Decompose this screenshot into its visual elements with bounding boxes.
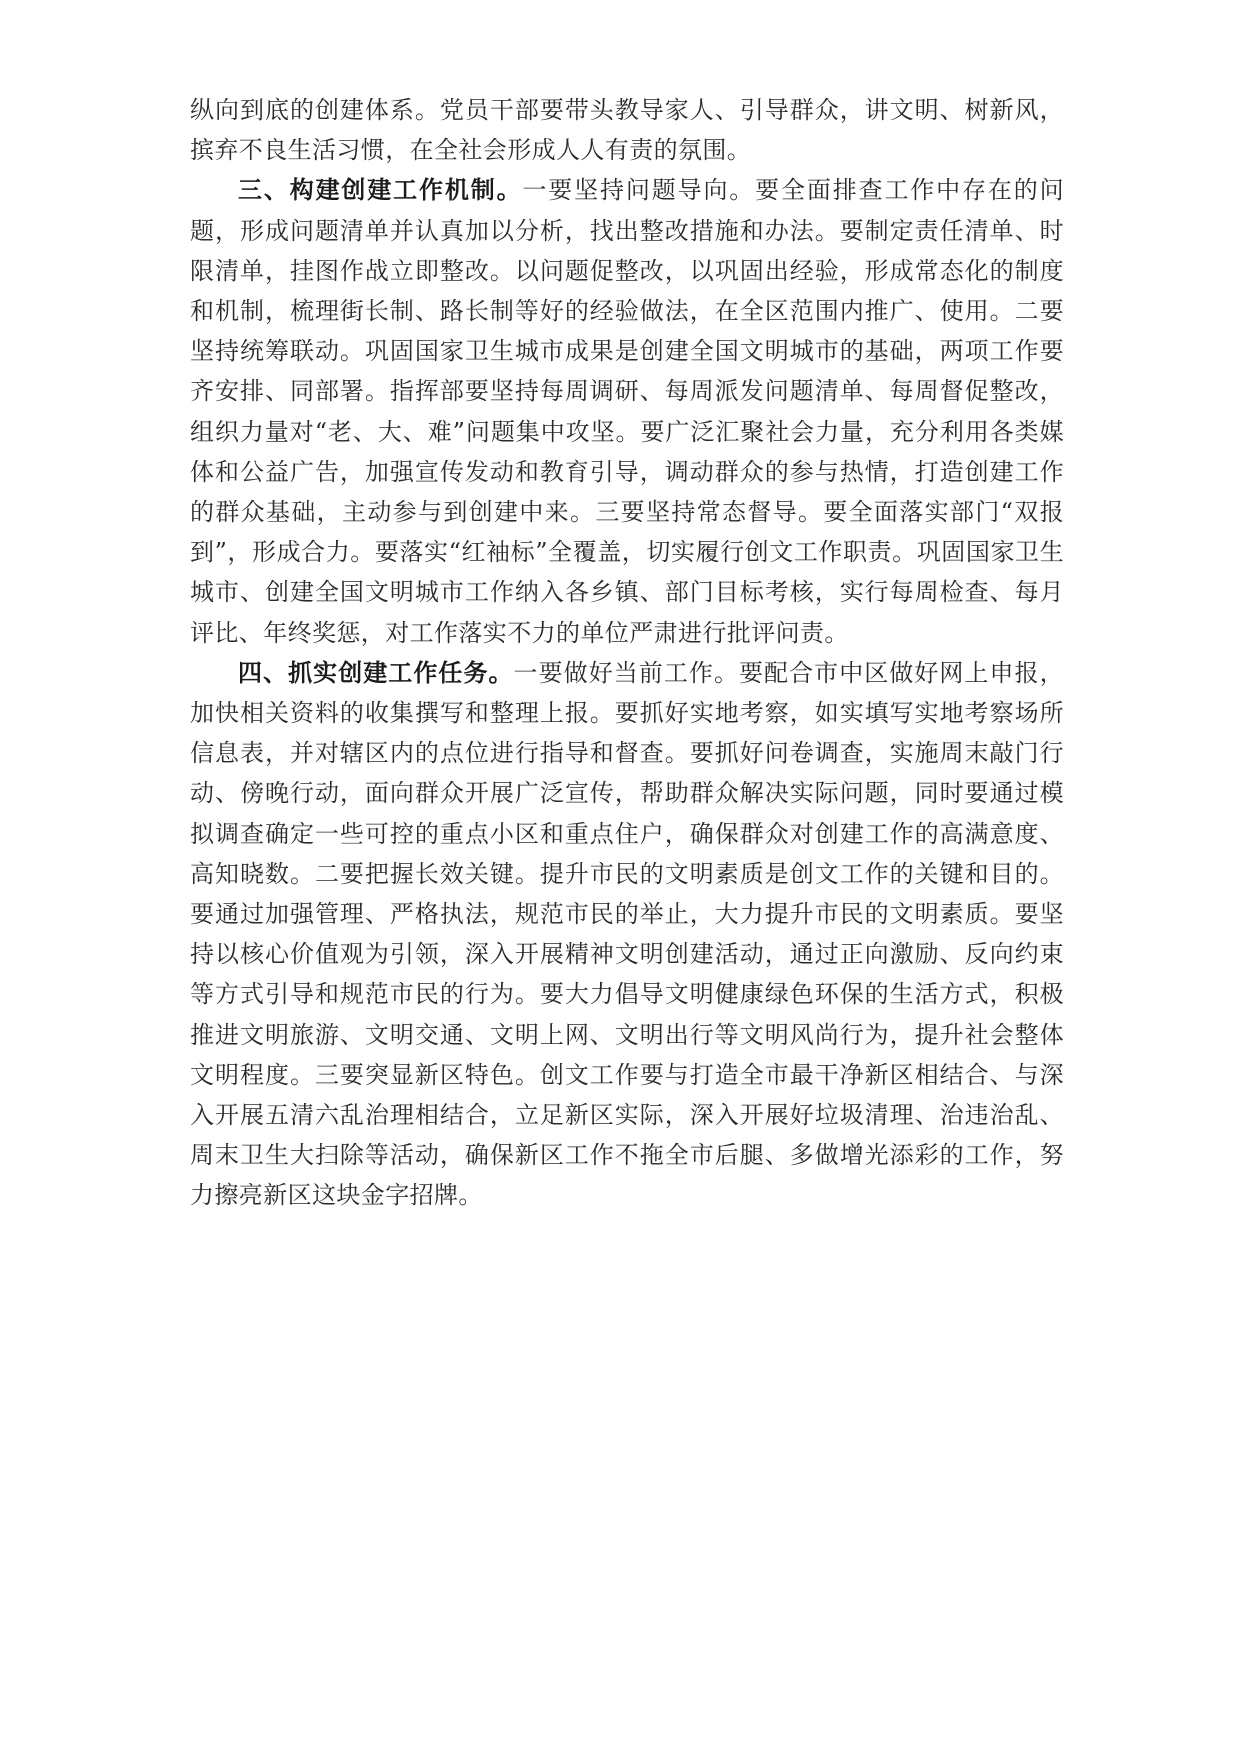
section-heading: 三、构建创建工作机制。: [238, 175, 523, 205]
paragraph-text: 一要坚持问题导向。要全面排查工作中存在的问题，形成问题清单并认真加以分析，找出整改措施和办法。要制定责任清单、时限清单，挂图作战立即整改。以问题促整改，以巩固出经验，形成常态化的制度和机制，梳理街长制、路长制等好的经验做法，在全区范围内推广、使用。二要坚持统筹联动。巩固国家卫生城市成果是创建全国文明城市的基础，两项工作要齐安排、同部署。指挥部要坚持每周调研、每周派发问题清单、每周督促整改，组织力量对“老、大、难”问题集中攻坚。要广泛汇聚社会力量，充分利用各类媒体和公益广告，加强宣传发动和教育引导，调动群众的参与热情，打造创建工作的群众基础，主动参与到创建中来。三要坚持常态督导。要全面落实部门“双报到”，形成合力。要落实“红袖标”全覆盖，切实履行创文工作职责。巩固国家卫生城市、创建全国文明城市工作纳入各乡镇、部门目标考核，实行每周检查、每月评比、年终奖惩，对工作落实不力的单位严肃进行批评问责。: [190, 176, 1064, 647]
paragraph-continuation: [190, 90, 1064, 170]
section-heading: 四、抓实创建工作任务。: [238, 657, 514, 687]
paragraph-text: 纵向到底的创建体系。党员干部要带头教导家人、引导群众，讲文明、树新风，摈弃不良生活习惯，在全社会形成人人有责的氛围。: [190, 96, 1064, 165]
paragraph-text: 一要做好当前工作。要配合市中区做好网上申报，加快相关资料的收集撰写和整理上报。要抓好实地考察，如实填写实地考察场所信息表，并对辖区内的点位进行指导和督查。要抓好问卷调查，实施周末敲门行动、傍晚行动，面向群众开展广泛宣传，帮助群众解决实际问题，同时要通过模拟调查确定一些可控的重点小区和重点住户，确保群众对创建工作的高满意度、高知晓数。二要把握长效关键。提升市民的文明素质是创文工作的关键和目的。要通过加强管理、严格执法，规范市民的举止，大力提升市民的文明素质。要坚持以核心价值观为引领，深入开展精神文明创建活动，通过正向激励、反向约束等方式引导和规范市民的行为。要大力倡导文明健康绿色环保的生活方式，积极推进文明旅游、文明交通、文明上网、文明出行等文明风尚行为，提升社会整体文明程度。三要突显新区特色。创文工作要与打造全市最干净新区相结合、与深入开展五清六乱治理相结合，立足新区实际，深入开展好垃圾清理、治违治乱、周末卫生大扫除等活动，确保新区工作不拖全市后腿、多做增光添彩的工作，努力擦亮新区这块金字招牌。: [190, 658, 1064, 1210]
paragraph-section-four: [190, 653, 1064, 1216]
paragraph-section-three: [190, 170, 1064, 652]
document-body: [190, 90, 1064, 1216]
